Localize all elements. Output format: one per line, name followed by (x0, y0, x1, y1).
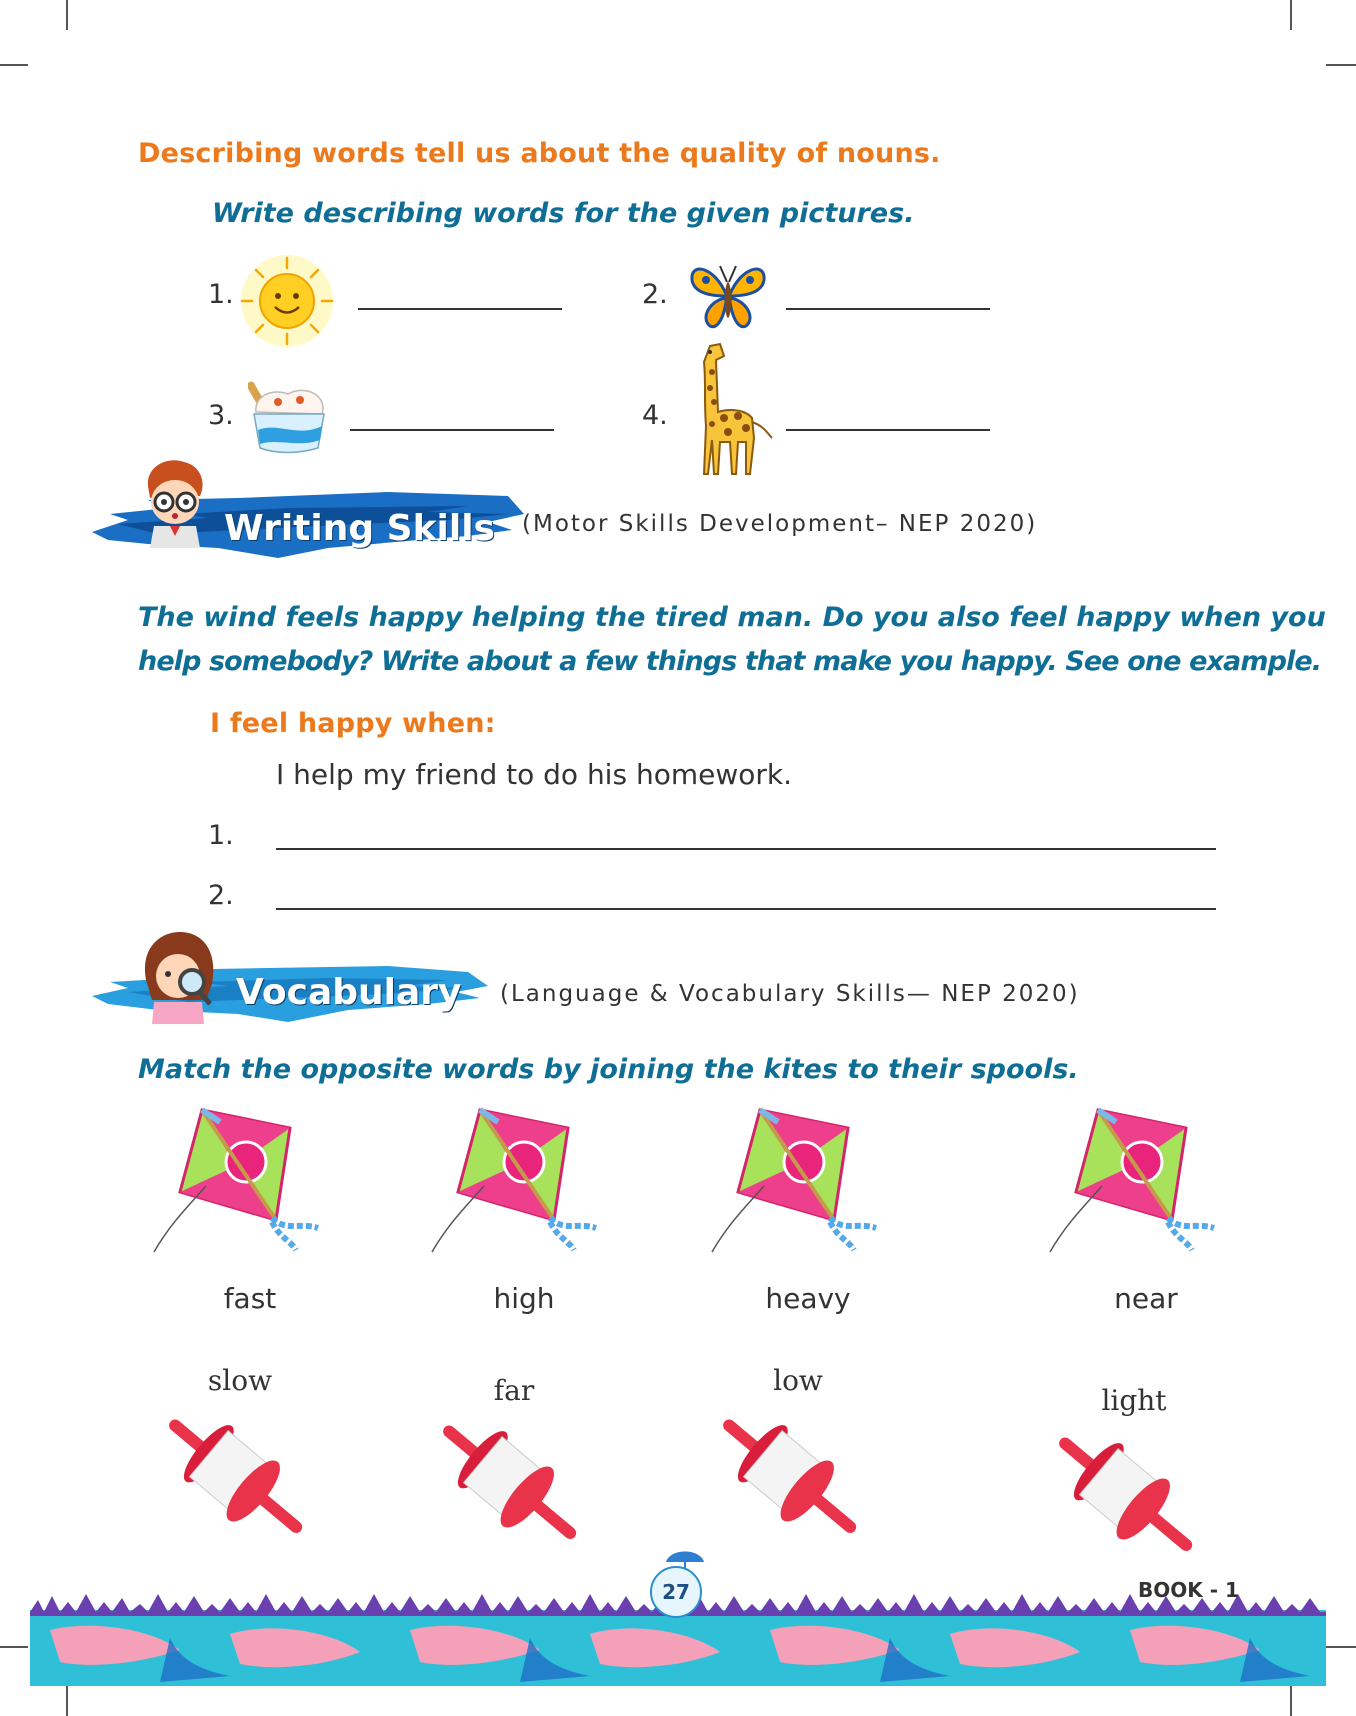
kite-icon[interactable] (1046, 1104, 1236, 1258)
writing-prompt: I feel happy when: (210, 708, 496, 739)
describing-heading: Describing words tell us about the quality of nouns. (138, 138, 941, 169)
crop-mark (0, 1646, 28, 1648)
kite-icon[interactable] (708, 1104, 898, 1258)
spool-icon[interactable] (1050, 1428, 1200, 1562)
writing-instruction-line1: The wind feels happy helping the tired man. Do you also feel happy when you (138, 602, 1326, 633)
spool-word[interactable]: light (1101, 1384, 1167, 1417)
crop-mark (1326, 1646, 1356, 1648)
crop-mark (66, 0, 68, 30)
girl-avatar-icon (140, 930, 220, 1024)
sun-icon (232, 252, 342, 350)
crop-mark (1290, 1686, 1292, 1716)
page-number: 27 (650, 1566, 702, 1618)
giraffe-icon (680, 342, 776, 482)
writing-answer-line[interactable] (276, 908, 1216, 910)
spool-word[interactable]: slow (207, 1364, 273, 1397)
kite-word[interactable]: fast (223, 1282, 277, 1315)
umbrella-icon (660, 1542, 710, 1570)
kite-word[interactable]: near (1114, 1282, 1178, 1315)
kite-word[interactable]: high (493, 1282, 555, 1315)
line-number: 2. (208, 880, 234, 911)
spool-icon[interactable] (434, 1416, 584, 1550)
butterfly-icon (686, 258, 770, 334)
describing-instruction: Write describing words for the given pictures. (212, 198, 915, 229)
vocabulary-title: Vocabulary (236, 972, 462, 1013)
item-number: 4. (642, 400, 668, 431)
writing-skills-title: Writing Skills (224, 508, 495, 549)
ice-cream-icon (248, 378, 330, 454)
vocabulary-instruction: Match the opposite words by joining the kites to their spools. (138, 1054, 1079, 1085)
boy-avatar-icon (140, 456, 210, 548)
vocabulary-nep-note: (Language & Vocabulary Skills— NEP 2020) (500, 981, 1080, 1007)
writing-answer-line[interactable] (276, 848, 1216, 850)
item-number: 2. (642, 279, 668, 310)
writing-instruction-line2: help somebody? Write about a few things that make you happy. See one example. (138, 646, 1322, 677)
kite-icon[interactable] (428, 1104, 618, 1258)
kite-word[interactable]: heavy (765, 1282, 851, 1315)
book-label: BOOK - 1 (1138, 1578, 1239, 1602)
answer-line[interactable] (786, 308, 990, 310)
kite-icon[interactable] (150, 1104, 340, 1258)
crop-mark (1326, 64, 1356, 66)
writing-nep-note: (Motor Skills Development– NEP 2020) (522, 511, 1038, 537)
item-number: 1. (208, 279, 234, 310)
item-number: 3. (208, 400, 234, 431)
writing-example: I help my friend to do his homework. (276, 758, 792, 791)
answer-line[interactable] (358, 308, 562, 310)
spool-icon[interactable] (714, 1410, 864, 1544)
answer-line[interactable] (350, 429, 554, 431)
spool-word[interactable]: low (773, 1364, 823, 1397)
line-number: 1. (208, 820, 234, 851)
answer-line[interactable] (786, 429, 990, 431)
spool-word[interactable]: far (493, 1374, 535, 1407)
crop-mark (66, 1686, 68, 1716)
crop-mark (1290, 0, 1292, 30)
spool-icon[interactable] (160, 1410, 310, 1544)
crop-mark (0, 64, 28, 66)
